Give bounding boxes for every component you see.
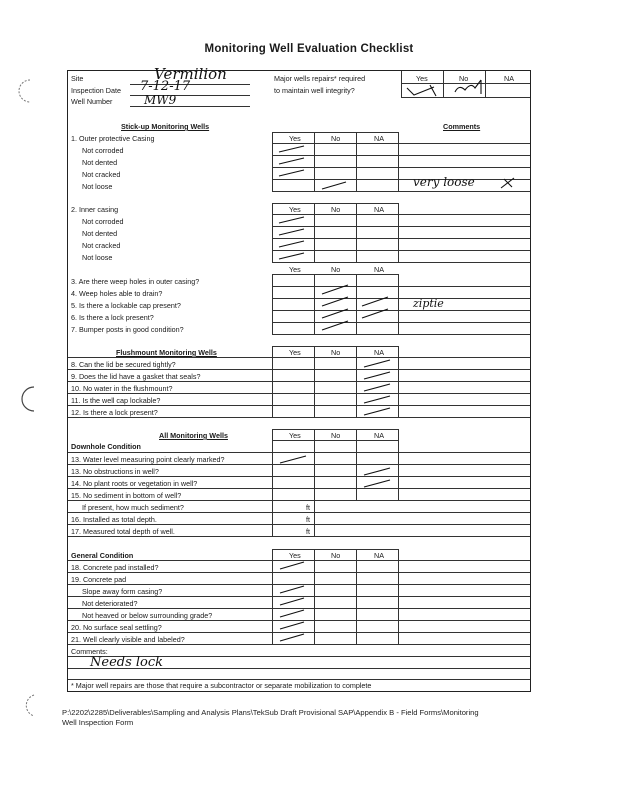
q2-item-4: Not loose [82, 253, 113, 262]
site-value[interactable]: Vermilion [154, 65, 227, 83]
repairs-question-line2: to maintain well integrity? [274, 86, 355, 95]
file-path-footer [62, 708, 562, 728]
file-path-line1: P:\2202\2285\Deliverables\Sampling and Analysis Plans\TekSub Draft Provisional SAP\Appendix B - Field Forms\Monitoring [62, 708, 479, 717]
repairs-yes-header: Yes [416, 74, 428, 83]
q2-yes-checks[interactable] [276, 214, 310, 262]
q11-label: 11. Is the well cap lockable? [71, 396, 161, 405]
well-number-value[interactable]: MW9 [144, 93, 177, 107]
repairs-na-header: NA [504, 74, 514, 83]
q3-q7-checks[interactable] [314, 274, 398, 334]
q13-label: 13. Water level measuring point clearly marked? [71, 455, 225, 464]
q14-label: 13. No obstructions in well? [71, 467, 159, 476]
q1-comment[interactable]: very loose [413, 175, 475, 189]
q15-label: 14. No plant roots or vegetation in well? [71, 479, 198, 488]
q2-item-1: Not corroded [82, 217, 124, 226]
punch-hole-bottom [14, 692, 38, 720]
inspection-date-label: Inspection Date [71, 86, 121, 95]
q16b-label: If present, how much sediment? [82, 503, 184, 512]
repairs-no-header: No [459, 74, 469, 83]
flush-na-checks[interactable] [360, 357, 396, 417]
q7-label: 7. Bumper posts in good condition? [71, 325, 184, 334]
q17-label: 16. Installed as total depth. [71, 515, 157, 524]
q5-label: 5. Is there a lockable cap present? [71, 301, 181, 310]
q6-label: 6. Is there a lock present? [71, 313, 154, 322]
general-yes-checks[interactable] [276, 560, 310, 644]
file-path-line2: Well Inspection Form [62, 718, 134, 727]
q2-na-header: NA [374, 205, 384, 214]
q1-no-header: No [331, 134, 341, 143]
q2-label: 2. Inner casing [71, 205, 119, 214]
flush-no-header: No [331, 348, 341, 357]
punch-hole-middle [18, 385, 38, 415]
q2-yes-header: Yes [289, 205, 301, 214]
q1-label: 1. Outer protective Casing [71, 134, 155, 143]
q1-item-4: Not loose [82, 182, 113, 191]
punch-hole-top [8, 76, 38, 106]
q2-item-2: Not dented [82, 229, 118, 238]
q4-label: 4. Weep holes able to drain? [71, 289, 163, 298]
gq18-label: 18. Concrete pad installed? [71, 563, 159, 572]
q2-no-header: No [331, 205, 341, 214]
all-yes-header: Yes [289, 431, 301, 440]
q2-item-3: Not cracked [82, 241, 121, 250]
q1-yes-checks[interactable] [276, 143, 310, 191]
all-heading: All Monitoring Wells [159, 431, 228, 440]
q3-label: 3. Are there weep holes in outer casing? [71, 277, 200, 286]
general-no-header: No [331, 551, 341, 560]
gq19c-label: Not heaved or below surrounding grade? [82, 611, 213, 620]
q1-item-2: Not dented [82, 158, 118, 167]
gq19a-label: Slope away form casing? [82, 587, 163, 596]
downhole-subheading: Downhole Condition [71, 442, 141, 451]
page-title: Monitoring Well Evaluation Checklist [204, 43, 414, 55]
sediment-ft-unit: ft [306, 503, 310, 512]
q8-label: 8. Can the lid be secured tightly? [71, 360, 176, 369]
repairs-no-check[interactable] [451, 78, 491, 98]
installed-ft-unit: ft [306, 515, 310, 524]
q1-comment-mark [498, 175, 520, 191]
gq20-label: 20. No surface seal settling? [71, 623, 162, 632]
q3-yes-header: Yes [289, 265, 301, 274]
comments-heading: Comments [443, 122, 481, 131]
footnote: * Major well repairs are those that require a subcontractor or separate mobilization to complete [71, 681, 372, 690]
flush-heading: Flushmount Monitoring Wells [116, 348, 217, 357]
q1-item-1: Not corroded [82, 146, 124, 155]
q1-na-header: NA [374, 134, 384, 143]
well-number-label: Well Number [71, 97, 113, 106]
q1-no-check[interactable] [318, 179, 352, 191]
comments-value[interactable]: Needs lock [90, 655, 164, 670]
site-label: Site [71, 74, 84, 83]
q12-label: 12. Is there a lock present? [71, 408, 158, 417]
q10-label: 10. No water in the flushmount? [71, 384, 173, 393]
repairs-question-line1: Major wells repairs* required [274, 74, 366, 83]
inspection-date-value[interactable]: 7-12-17 [140, 79, 191, 94]
all-no-header: No [331, 431, 341, 440]
general-heading: General Condition [71, 551, 134, 560]
q9-label: 9. Does the lid have a gasket that seals? [71, 372, 201, 381]
q1-item-3: Not cracked [82, 170, 121, 179]
all-checks[interactable] [272, 452, 398, 500]
comments-label: Comments: [71, 647, 108, 656]
general-na-header: NA [374, 551, 384, 560]
gq21-label: 21. Well clearly visible and labeled? [71, 635, 185, 644]
q3-no-header: No [331, 265, 341, 274]
checklist-form [67, 65, 531, 692]
repairs-yes-check[interactable] [404, 82, 444, 100]
general-yes-header: Yes [289, 551, 301, 560]
stickup-heading: Stick-up Monitoring Wells [121, 122, 210, 131]
gq19-label: 19. Concrete pad [71, 575, 127, 584]
q16-label: 15. No sediment in bottom of well? [71, 491, 182, 500]
gq19b-label: Not deteriorated? [82, 599, 138, 608]
q3-na-header: NA [374, 265, 384, 274]
flush-yes-header: Yes [289, 348, 301, 357]
all-na-header: NA [374, 431, 384, 440]
q18-label: 17. Measured total depth of well. [71, 527, 175, 536]
measured-ft-unit: ft [306, 527, 310, 536]
q5-comment[interactable]: ziptie [413, 297, 444, 310]
flush-na-header: NA [374, 348, 384, 357]
q1-yes-header: Yes [289, 134, 301, 143]
